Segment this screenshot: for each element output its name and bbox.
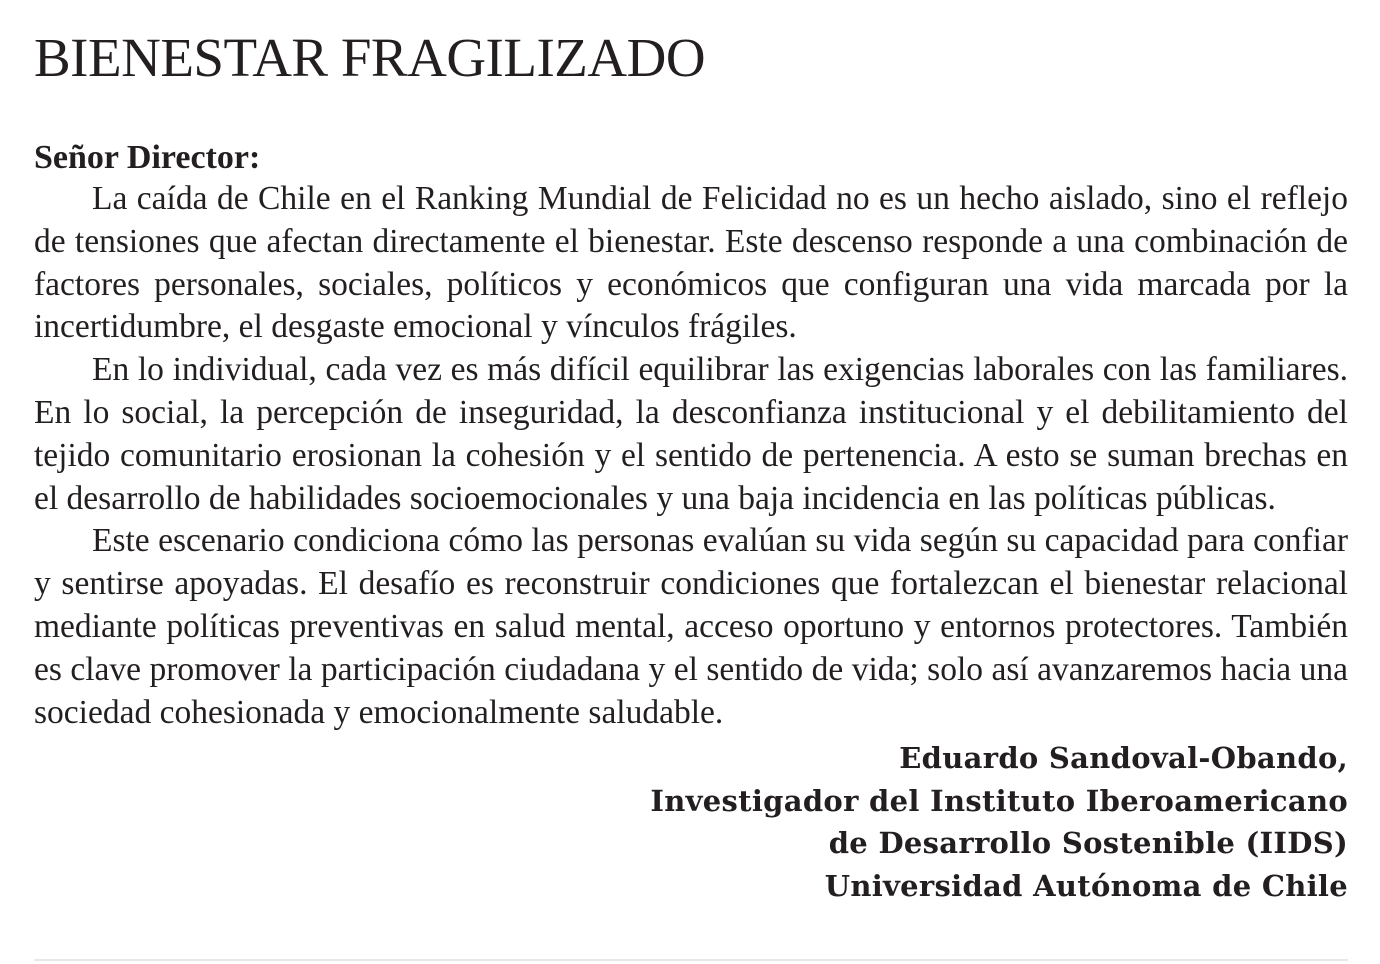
signature-role-line-2: de Desarrollo Sostenible (IIDS) <box>828 826 1348 861</box>
headline: BIENESTAR FRAGILIZADO <box>34 27 706 88</box>
letter-article <box>34 22 1348 907</box>
signature-block <box>34 737 1348 907</box>
paragraph-1: La caída de Chile en el Ranking Mundial de Felicidad no es un hecho aislado, sino el reflejo de tensiones que afectan directamente el bienestar. Este descenso responde a una combinación de factores personales, sociales, políticos y económicos que configuran una vida marcada por la incertidumbre, el desgaste emocional y vínculos frágiles. <box>34 180 1348 346</box>
paragraph-3: Este escenario condiciona cómo las personas evalúan su vida según su capacidad para confiar y sentirse apoyadas. El desafío es reconstruir condiciones que fortalezcan el bienestar relacional mediante políticas preventivas en salud mental, acceso oportuno y entornos protectores. También es clave promover la participación ciudadana y el sentido de vida; solo así avanzaremos hacia una sociedad cohesionada y emocionalmente saludable. <box>34 522 1348 731</box>
letter-body <box>34 178 1348 734</box>
signature-name: Eduardo Sandoval-Obando, <box>899 741 1348 776</box>
signature-role-line-1: Investigador del Instituto Iberoamericano <box>650 783 1348 818</box>
signature-institution: Universidad Autónoma de Chile <box>824 868 1348 903</box>
paragraph-2: En lo individual, cada vez es más difícil equilibrar las exigencias laborales con las familiares. En lo social, la percepción de inseguridad, la desconfianza institucional y el debilitamiento del tejido comunitario erosionan la cohesión y el sentido de pertenencia. A esto se suman brechas en el desarrollo de habilidades socioemocionales y una baja incidencia en las políticas públicas. <box>34 351 1348 517</box>
bottom-divider <box>34 959 1348 961</box>
salutation: Señor Director: <box>34 139 261 176</box>
